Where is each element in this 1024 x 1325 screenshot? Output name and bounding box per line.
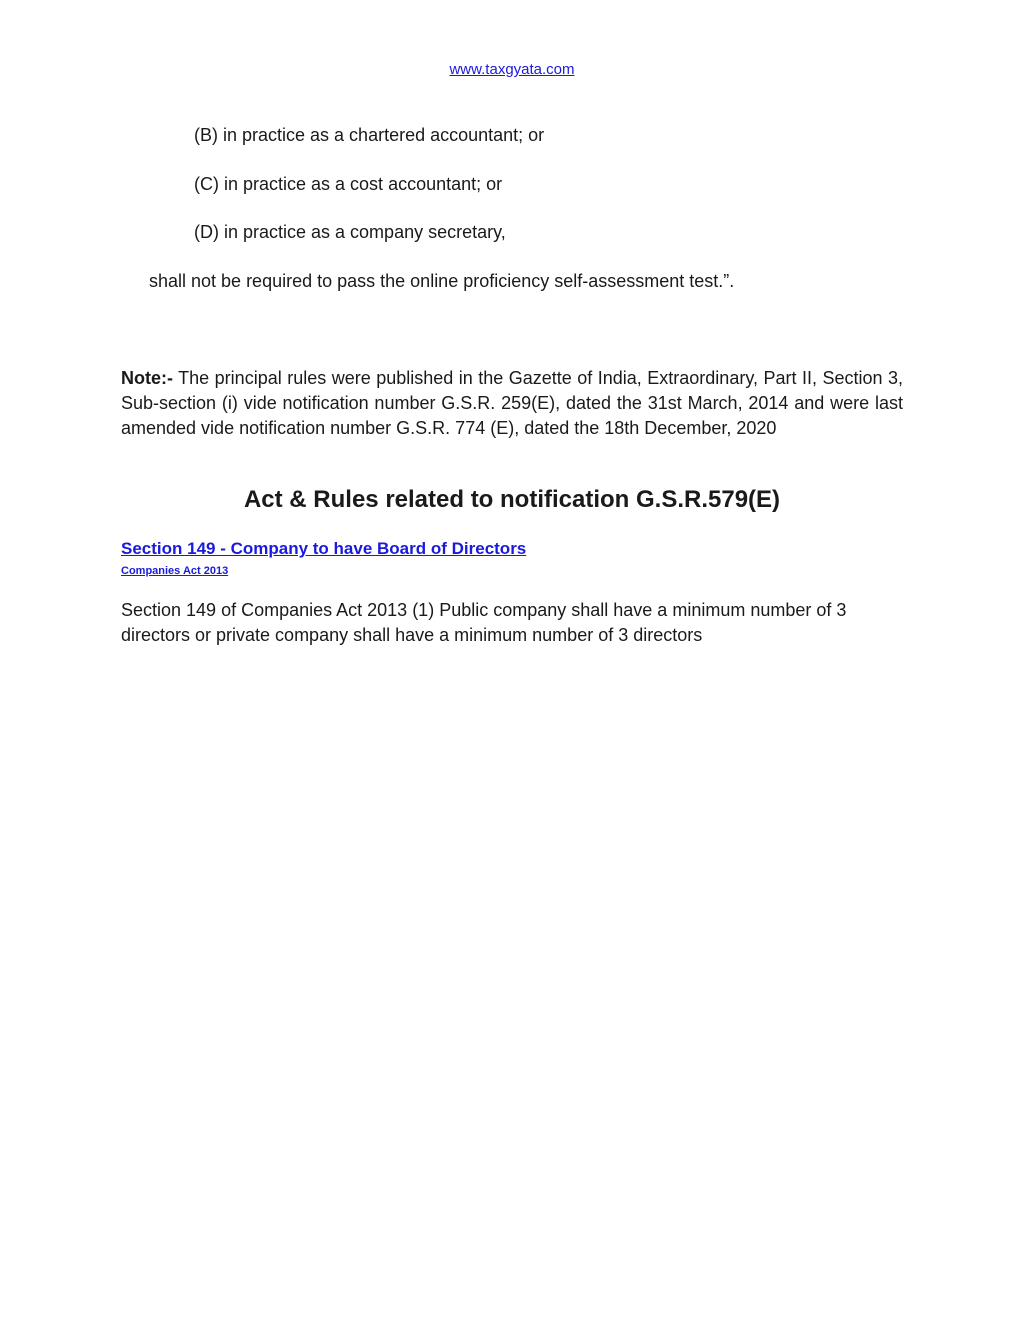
- note-text: The principal rules were published in the Gazette of India, Extraordinary, Part II, Section 3, Sub-section (i) vide notification number G.S.R. 259(E), dated the 31st March, 2014 and were last amended vide notification number G.S.R. 774 (E), dated the 18th December, 2020: [121, 368, 903, 438]
- site-link[interactable]: www.taxgyata.com: [449, 61, 575, 78]
- note-label: Note:-: [121, 368, 173, 388]
- section-149-link[interactable]: Section 149 - Company to have Board of Directors: [121, 539, 527, 558]
- clause-b: (B) in practice as a chartered accountant; or: [194, 125, 545, 145]
- closing-text: shall not be required to pass the online proficiency self-assessment test.”.: [149, 271, 735, 291]
- related-heading: Act & Rules related to notification G.S.R.579(E): [243, 486, 781, 513]
- section-149-body: Section 149 of Companies Act 2013 (1) Public company shall have a minimum number of 3 directors or private company shall have a minimum number of 3 directors: [121, 600, 847, 645]
- note-paragraph: [121, 366, 903, 441]
- companies-act-link[interactable]: Companies Act 2013: [121, 565, 229, 577]
- clause-c: (C) in practice as a cost accountant; or: [194, 174, 503, 194]
- clause-d: (D) in practice as a company secretary,: [194, 222, 506, 242]
